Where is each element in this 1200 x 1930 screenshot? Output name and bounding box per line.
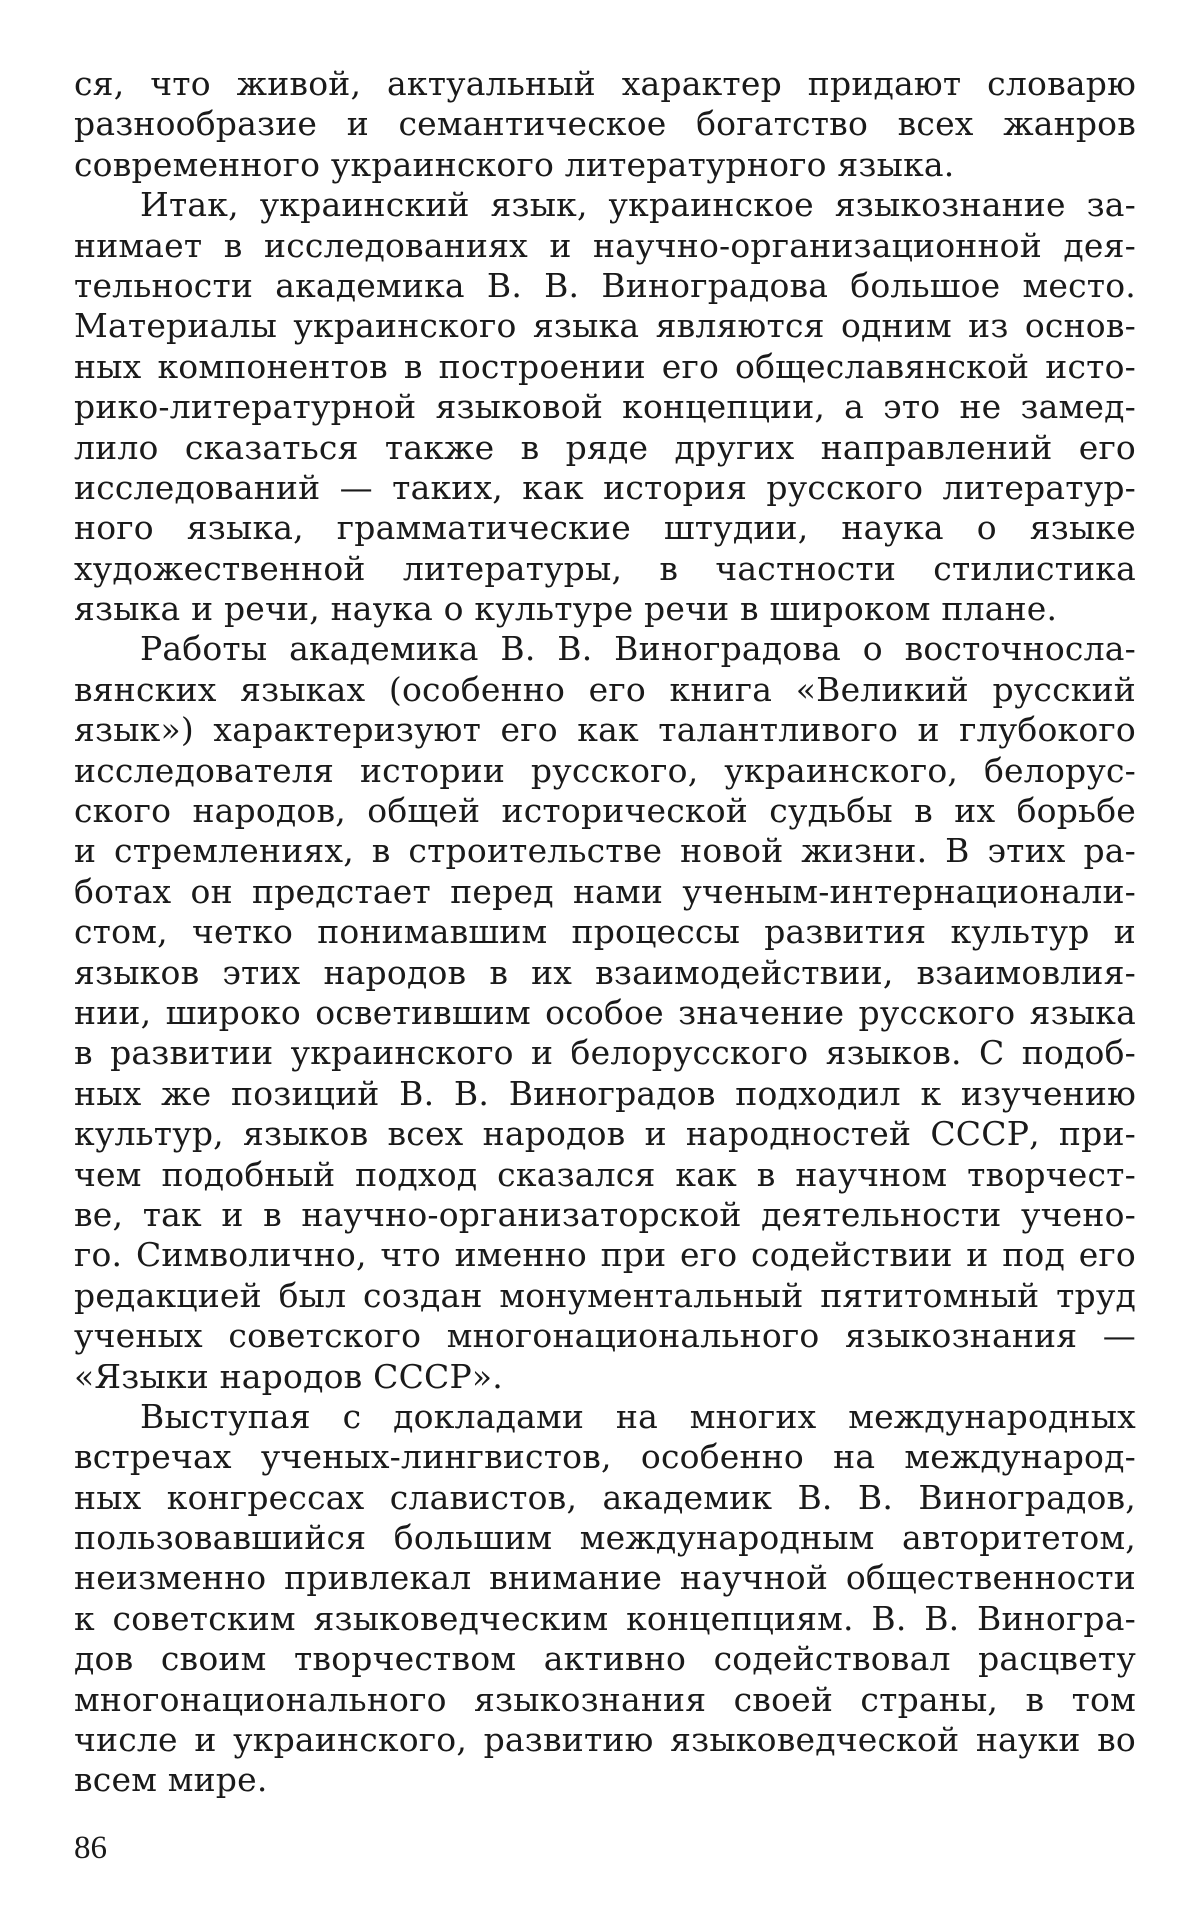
text-line: ве, так и в научно-организаторской деятельности учено- [74, 1194, 1136, 1234]
text-line: к советским языковедческим концепциям. В. В. Виногра- [74, 1598, 1136, 1638]
text-line: в развитии украинского и белорусского языков. С подоб- [74, 1033, 1136, 1073]
text-line: го. Символично, что именно при его содействии и под его [74, 1235, 1136, 1275]
text-line: стом, четко понимавшим процессы развития культур и [74, 912, 1136, 952]
text-line: дов своим творчеством активно содействовал расцвету [74, 1639, 1136, 1679]
text-line: «Языки народов СССР». [74, 1356, 503, 1396]
page-number: 86 [74, 1830, 107, 1866]
text-line: ных же позиций В. В. Виноградов подходил к изучению [74, 1073, 1136, 1113]
text-line: числе и украинского, развитию языковедческой науки во [74, 1720, 1136, 1760]
text-line: ся, что живой, актуальный характер придают словарю [74, 64, 1136, 103]
text-line: языков этих народов в их взаимодействии, взаимовлия- [74, 952, 1136, 992]
text-line: ных конгрессах славистов, академик В. В. Виноградов, [74, 1477, 1136, 1517]
text-body [74, 64, 1136, 1801]
text-line: лило сказаться также в ряде других направлений его [74, 427, 1136, 467]
text-line: Работы академика В. В. Виноградова о восточносла- [140, 629, 1136, 669]
text-line: всем мире. [74, 1760, 268, 1800]
paragraph [74, 64, 1136, 185]
text-line: нимает в исследованиях и научно-организационной дея- [74, 225, 1136, 265]
text-line: ботах он предстает перед нами ученым-интернационали- [74, 871, 1136, 911]
text-line: ученых советского многонационального языкознания — [74, 1316, 1136, 1356]
paragraph [74, 629, 1136, 1396]
text-line: вянских языках (особенно его книга «Великий русский [74, 669, 1136, 709]
text-line: языка и речи, наука о культуре речи в широком плане. [74, 589, 1058, 629]
text-line: рико-литературной языковой концепции, а это не замед- [74, 387, 1136, 427]
text-line: Материалы украинского языка являются одним из основ- [74, 306, 1136, 346]
text-line: редакцией был создан монументальный пятитомный труд [74, 1275, 1136, 1315]
paragraph [74, 185, 1136, 629]
text-line: ского народов, общей исторической судьбы в их борьбе [74, 791, 1136, 831]
book-page-text [74, 64, 1136, 1801]
text-line: исследователя истории русского, украинского, белорус- [74, 750, 1136, 790]
text-line: Итак, украинский язык, украинское языкознание за- [140, 185, 1136, 225]
text-line: и стремлениях, в строительстве новой жизни. В этих ра- [74, 831, 1136, 871]
text-line: пользовавшийся большим международным авторитетом, [74, 1518, 1136, 1558]
text-line: многонационального языкознания своей страны, в том [74, 1679, 1136, 1719]
text-line: тельности академика В. В. Виноградова большое место. [74, 265, 1136, 305]
text-line: исследований — таких, как история русского литератур- [74, 467, 1136, 507]
text-line: встречах ученых-лингвистов, особенно на международ- [74, 1437, 1136, 1477]
text-line: язык») характеризуют его как талантливого и глубокого [74, 710, 1136, 750]
text-line: чем подобный подход сказался как в научном творчест- [74, 1154, 1136, 1194]
text-line: ного языка, грамматические штудии, наука о языке [74, 508, 1136, 548]
text-line: разнообразие и семантическое богатство всех жанров [74, 104, 1136, 144]
text-line: Выступая с докладами на многих международных [140, 1396, 1136, 1436]
text-line: современного украинского литературного языка. [74, 144, 955, 184]
paragraph [74, 1397, 1136, 1801]
text-line: культур, языков всех народов и народностей СССР, при- [74, 1114, 1136, 1154]
text-line: художественной литературы, в частности стилистика [74, 548, 1136, 588]
text-line: ных компонентов в построении его общеславянской исто- [74, 346, 1136, 386]
text-line: неизменно привлекал внимание научной общественности [74, 1558, 1136, 1598]
text-line: нии, широко осветившим особое значение русского языка [74, 992, 1136, 1032]
